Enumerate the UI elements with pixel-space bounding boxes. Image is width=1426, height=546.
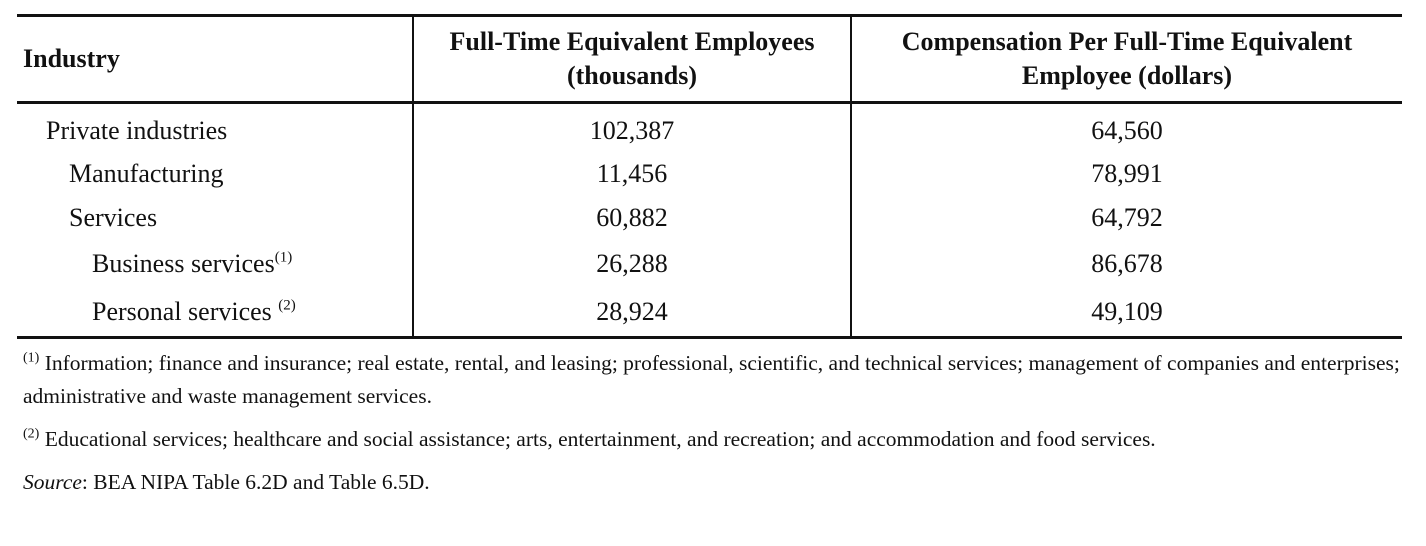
- row-label: [17, 152, 413, 196]
- row-label-text: Manufacturing: [69, 159, 224, 188]
- header-comp-line1: Compensation Per Full-Time Equivalent: [901, 27, 1353, 56]
- header-comp-line2: Employee (dollars): [1021, 61, 1233, 90]
- table-notes: [17, 347, 1402, 499]
- footnote-2-text: Educational services; healthcare and social assistance; arts, entertainment, and recreation; and accommodation and food services.: [39, 427, 1156, 451]
- comp-cell: 78,991: [1091, 159, 1163, 188]
- fte-cell: 11,456: [413, 152, 851, 196]
- row-label: [17, 240, 413, 288]
- footnote-marker: (2): [278, 297, 296, 314]
- comp-cell: 49,109: [1091, 297, 1163, 326]
- table-row: [17, 152, 1402, 196]
- table-row: [17, 103, 1402, 153]
- row-label-text: Personal services: [92, 297, 279, 326]
- row-label-text: Services: [69, 203, 158, 232]
- source-text: : BEA NIPA Table 6.2D and Table 6.5D.: [81, 470, 430, 494]
- header-compensation: [851, 16, 1402, 103]
- document-body: [17, 14, 1402, 509]
- footnote-2: [23, 423, 1402, 456]
- header-industry: Industry: [17, 16, 413, 103]
- row-label: [17, 288, 413, 338]
- comp-cell: 64,792: [1091, 203, 1163, 232]
- table-header-row: [17, 16, 1402, 103]
- footnote-1-text: Information; finance and insurance; real estate, rental, and leasing; professional, scientific, and technical services; management of companies and enterprises; administrative and waste management services.: [23, 351, 1400, 408]
- footnote-2-marker: (2): [23, 426, 40, 442]
- header-fte-line1: Full-Time Equivalent Employees: [449, 27, 815, 56]
- footnote-1-marker: (1): [23, 350, 40, 366]
- footnote-1: [23, 347, 1402, 413]
- row-label-text: Business services: [92, 249, 275, 278]
- row-label-text: Private industries: [46, 116, 228, 145]
- table-row: [17, 196, 1402, 240]
- comp-cell: 86,678: [1091, 249, 1163, 278]
- table-row: [17, 240, 1402, 288]
- header-fte: [413, 16, 851, 103]
- fte-cell: 60,882: [413, 196, 851, 240]
- source-label: Source: [23, 470, 82, 494]
- fte-cell: 102,387: [413, 103, 851, 153]
- row-label: [17, 103, 413, 153]
- header-fte-line2: (thousands): [566, 61, 698, 90]
- employment-table: [17, 14, 1402, 339]
- footnote-marker: (1): [274, 249, 293, 266]
- fte-cell: 26,288: [413, 240, 851, 288]
- table-row: [17, 288, 1402, 338]
- row-label: [17, 196, 413, 240]
- comp-cell: 64,560: [1091, 116, 1163, 145]
- source-note: [23, 466, 1402, 499]
- fte-cell: 28,924: [413, 288, 851, 338]
